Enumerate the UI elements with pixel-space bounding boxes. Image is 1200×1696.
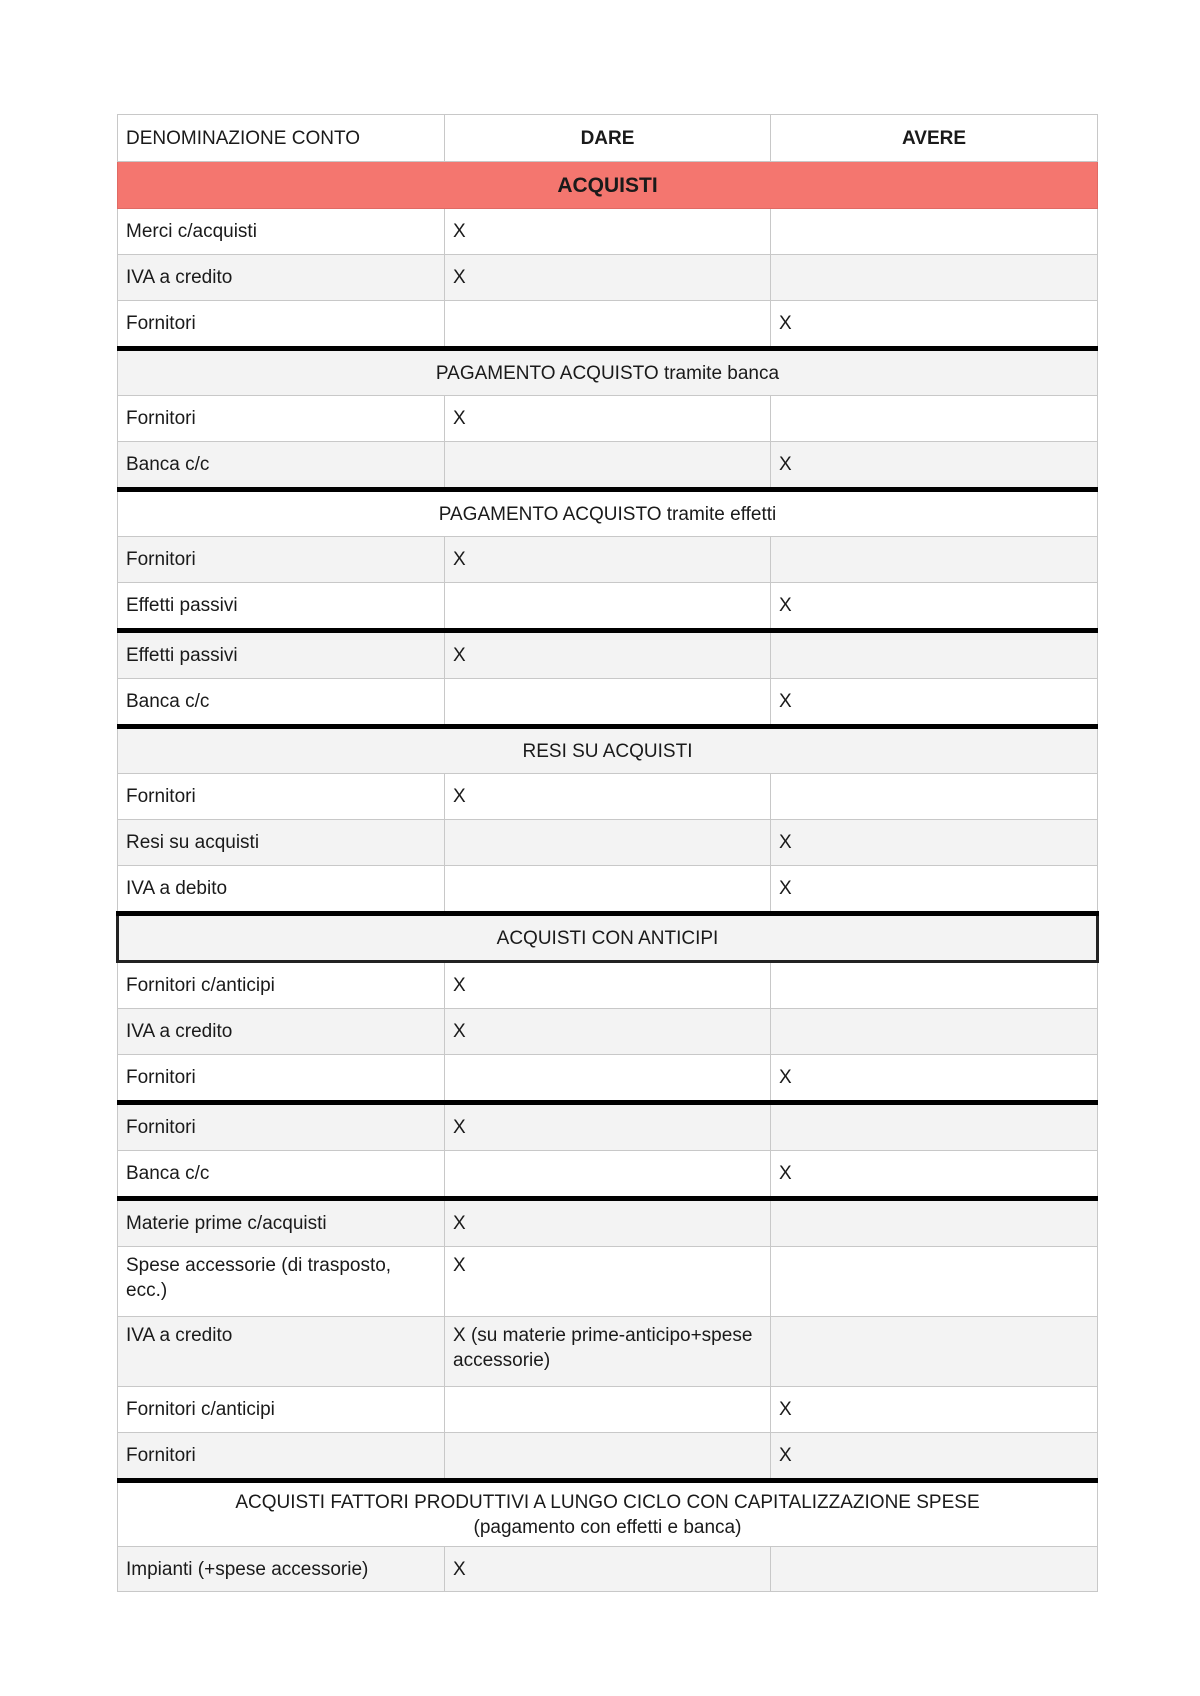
table-row [118, 631, 1098, 679]
account-cell [118, 962, 445, 1009]
account-cell-text: IVA a debito [126, 878, 228, 899]
dare-cell-text: X [453, 408, 466, 429]
section-title-text: PAGAMENTO ACQUISTO tramite effetti [438, 503, 777, 525]
section-title [118, 914, 1098, 962]
dare-cell-text: X [453, 786, 466, 807]
section-header-row [118, 490, 1098, 537]
account-cell-text: IVA a credito [126, 1325, 233, 1346]
account-cell [118, 537, 445, 583]
account-cell-text: Fornitori [126, 313, 196, 334]
account-cell [118, 255, 445, 301]
avere-cell [771, 1055, 1098, 1103]
dare-cell [445, 962, 771, 1009]
avere-cell-text: X [779, 1067, 792, 1088]
account-cell-text: Fornitori c/anticipi [126, 1399, 275, 1420]
account-cell-text: Fornitori [126, 549, 196, 570]
account-cell [118, 442, 445, 490]
account-cell-text: Banca c/c [126, 691, 210, 712]
account-cell [118, 396, 445, 442]
account-cell [118, 1151, 445, 1199]
dare-cell [445, 1547, 771, 1592]
table-row [118, 396, 1098, 442]
dare-cell [445, 255, 771, 301]
column-header-avere: AVERE [771, 115, 1098, 162]
account-cell [118, 1009, 445, 1055]
account-cell-text: Spese accessorie (di trasposto, ecc.) [126, 1255, 392, 1301]
table-row [118, 442, 1098, 490]
dare-cell [445, 537, 771, 583]
account-cell-text: Fornitori c/anticipi [126, 975, 275, 996]
account-cell [118, 1433, 445, 1481]
account-cell-text: Merci c/acquisti [126, 221, 257, 242]
account-cell [118, 583, 445, 631]
avere-cell [771, 209, 1098, 255]
avere-cell [771, 396, 1098, 442]
dare-cell-text: X [453, 1255, 466, 1276]
avere-cell-text: X [779, 878, 792, 899]
avere-cell [771, 1151, 1098, 1199]
section-header-row [118, 914, 1098, 962]
dare-cell-text: X [453, 221, 466, 242]
account-cell [118, 631, 445, 679]
section-title [118, 349, 1098, 396]
dare-cell [445, 1317, 771, 1387]
table-row [118, 962, 1098, 1009]
dare-cell [445, 396, 771, 442]
section-title-text: ACQUISTI FATTORI PRODUTTIVI A LUNGO CICLO CON CAPITALIZZAZIONE SPESE [235, 1491, 980, 1513]
table-row [118, 820, 1098, 866]
account-cell-text: Resi su acquisti [126, 832, 260, 853]
avere-cell [771, 1433, 1098, 1481]
table-row [118, 1317, 1098, 1387]
dare-cell [445, 866, 771, 914]
section-header-row [118, 727, 1098, 774]
dare-cell [445, 1247, 771, 1317]
avere-cell [771, 255, 1098, 301]
section-title [118, 1481, 1098, 1547]
avere-cell [771, 1199, 1098, 1247]
table-row [118, 1009, 1098, 1055]
dare-cell-text: X [453, 549, 466, 570]
dare-cell-text: X [453, 267, 466, 288]
avere-cell-text: X [779, 1399, 792, 1420]
avere-cell [771, 1009, 1098, 1055]
table-row [118, 1247, 1098, 1317]
account-cell-text: IVA a credito [126, 267, 233, 288]
dare-cell-text: X [453, 975, 466, 996]
dare-cell [445, 1103, 771, 1151]
table-row [118, 301, 1098, 349]
avere-cell [771, 820, 1098, 866]
header-row [118, 115, 1098, 162]
account-cell [118, 1199, 445, 1247]
account-cell [118, 1103, 445, 1151]
table-row [118, 1055, 1098, 1103]
dare-cell-text: X [453, 1021, 466, 1042]
dare-cell-text: X [453, 1117, 466, 1138]
account-cell [118, 301, 445, 349]
account-cell-text: Fornitori [126, 786, 196, 807]
avere-cell-text: X [779, 832, 792, 853]
dare-cell [445, 774, 771, 820]
table-row [118, 1433, 1098, 1481]
avere-cell-text: X [779, 1445, 792, 1466]
avere-cell-text: X [779, 1163, 792, 1184]
dare-cell [445, 209, 771, 255]
avere-cell-text: X [779, 595, 792, 616]
table-row [118, 583, 1098, 631]
section-title-text: PAGAMENTO ACQUISTO tramite banca [435, 362, 780, 384]
dare-cell [445, 1055, 771, 1103]
table-title: ACQUISTI [118, 162, 1098, 209]
avere-cell [771, 1547, 1098, 1592]
account-cell-text: Effetti passivi [126, 645, 238, 666]
table-row [118, 537, 1098, 583]
dare-cell [445, 820, 771, 866]
table-row [118, 209, 1098, 255]
column-header-dare: DARE [445, 115, 771, 162]
dare-cell [445, 1009, 771, 1055]
account-cell-text: IVA a credito [126, 1021, 233, 1042]
dare-cell-text: X [453, 1558, 466, 1580]
avere-cell [771, 442, 1098, 490]
dare-cell [445, 1199, 771, 1247]
account-cell [118, 1317, 445, 1387]
dare-cell [445, 1387, 771, 1433]
avere-cell [771, 583, 1098, 631]
account-cell-text: Materie prime c/acquisti [126, 1213, 327, 1234]
avere-cell [771, 679, 1098, 727]
dare-cell [445, 301, 771, 349]
table-row [118, 1547, 1098, 1592]
dare-cell-text: X (su materie prime-anticipo+spese accessorie) [453, 1325, 753, 1371]
account-cell [118, 820, 445, 866]
account-cell [118, 1387, 445, 1433]
section-title-text: RESI SU ACQUISTI [522, 740, 693, 762]
account-cell-text: Fornitori [126, 408, 196, 429]
account-cell [118, 679, 445, 727]
dare-cell [445, 631, 771, 679]
avere-cell [771, 1387, 1098, 1433]
column-header-account: DENOMINAZIONE CONTO [118, 115, 445, 162]
section-header-row [118, 1481, 1098, 1547]
avere-cell [771, 1103, 1098, 1151]
accounting-entries-table [116, 114, 1099, 1592]
table-row [118, 679, 1098, 727]
section-title-text: ACQUISTI CON ANTICIPI [496, 927, 719, 949]
account-cell [118, 1055, 445, 1103]
table-title-row [118, 162, 1098, 209]
avere-cell [771, 537, 1098, 583]
account-cell [118, 866, 445, 914]
avere-cell [771, 631, 1098, 679]
table-row [118, 255, 1098, 301]
section-title [118, 490, 1098, 537]
dare-cell [445, 442, 771, 490]
avere-cell [771, 866, 1098, 914]
dare-cell [445, 679, 771, 727]
avere-cell [771, 774, 1098, 820]
dare-cell [445, 1151, 771, 1199]
avere-cell-text: X [779, 454, 792, 475]
avere-cell [771, 1317, 1098, 1387]
table-row [118, 866, 1098, 914]
account-cell [118, 1247, 445, 1317]
table-row [118, 1151, 1098, 1199]
account-cell-text: Fornitori [126, 1117, 196, 1138]
table-row [118, 1199, 1098, 1247]
account-cell-text: Banca c/c [126, 1163, 210, 1184]
avere-cell-text: X [779, 691, 792, 712]
avere-cell-text: X [779, 313, 792, 334]
account-cell-text: Impianti (+spese accessorie) [126, 1558, 369, 1580]
account-cell-text: Banca c/c [126, 454, 210, 475]
section-header-row [118, 349, 1098, 396]
section-subtitle-text: (pagamento con effetti e banca) [473, 1516, 742, 1538]
dare-cell [445, 583, 771, 631]
avere-cell [771, 1247, 1098, 1317]
dare-cell-text: X [453, 1213, 466, 1234]
dare-cell [445, 1433, 771, 1481]
account-cell [118, 1547, 445, 1592]
avere-cell [771, 301, 1098, 349]
section-title [118, 727, 1098, 774]
account-cell-text: Fornitori [126, 1067, 196, 1088]
account-cell [118, 774, 445, 820]
account-cell-text: Effetti passivi [126, 595, 238, 616]
account-cell [118, 209, 445, 255]
avere-cell [771, 962, 1098, 1009]
table-row [118, 774, 1098, 820]
table-row [118, 1103, 1098, 1151]
account-cell-text: Fornitori [126, 1445, 196, 1466]
dare-cell-text: X [453, 645, 466, 666]
table-row [118, 1387, 1098, 1433]
